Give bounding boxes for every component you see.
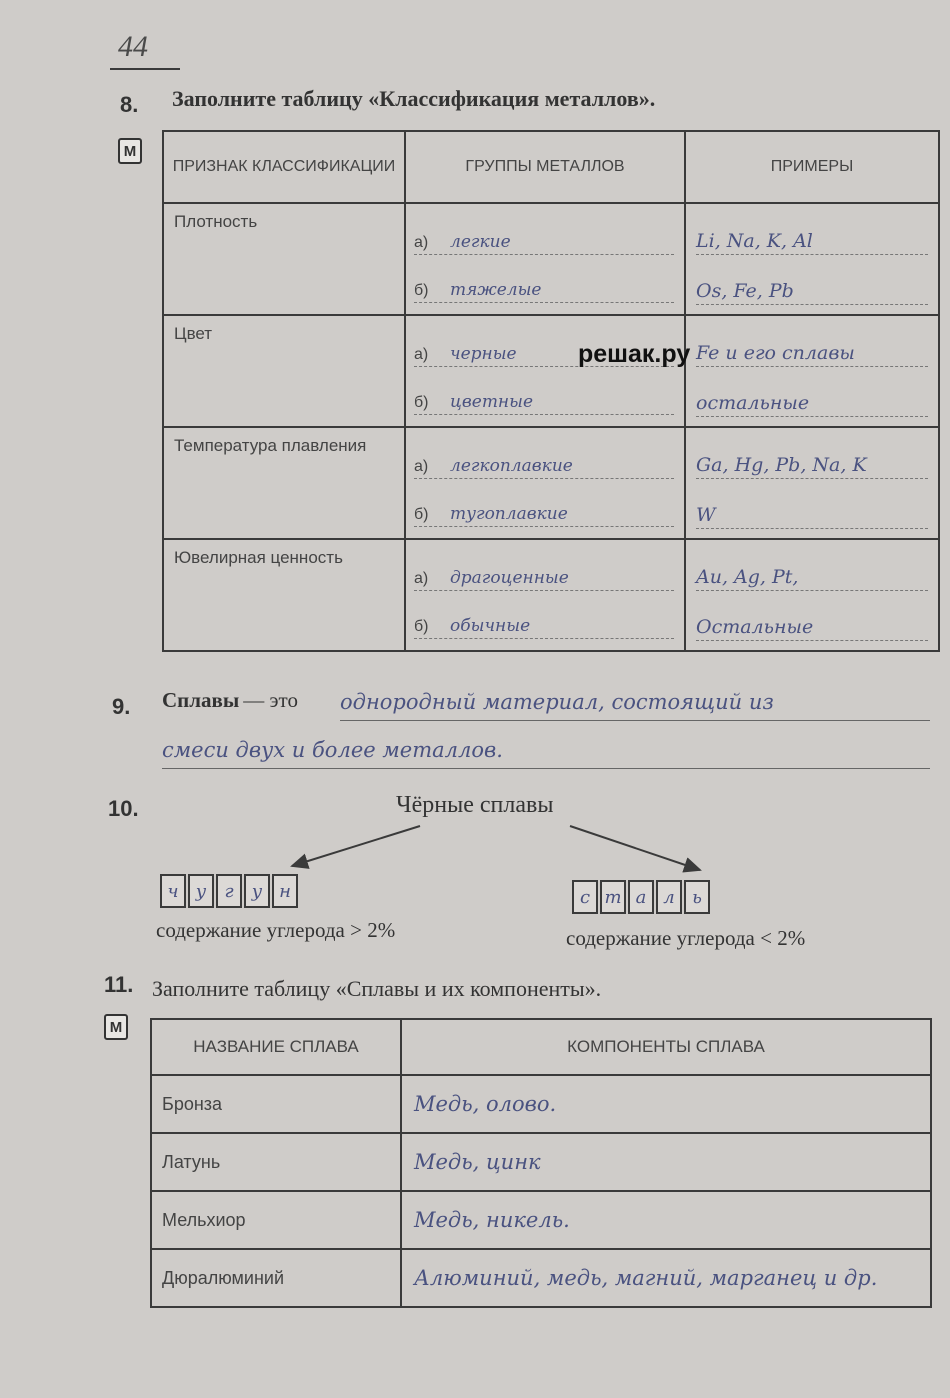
table-row (151, 1133, 931, 1191)
letter-cell: н (272, 874, 298, 908)
table-row (151, 1075, 931, 1133)
criterion-cell: Цвет (163, 315, 405, 427)
q9-number: 9. (112, 694, 131, 719)
alloy-name: Мельхиор (151, 1191, 401, 1249)
q9-answer-line-2: смеси двух и более металлов. (162, 738, 930, 769)
q9-term: Сплавы (162, 688, 240, 712)
example-a-answer: Li, Na, K, Al (696, 212, 928, 255)
example-b-answer: W (696, 486, 928, 529)
option-b-label: б) (414, 618, 429, 635)
header-components: КОМПОНЕНТЫ СПЛАВА (401, 1019, 931, 1075)
alloy-components: Алюминий, медь, магний, марганец и др. (401, 1249, 931, 1307)
example-a-answer: Fe и его сплавы (696, 324, 928, 367)
m-icon: M (104, 1014, 128, 1040)
arrow-left (292, 826, 420, 866)
q8-number: 8. (120, 92, 139, 117)
letter-cell: у (244, 874, 270, 908)
alloys-table (150, 1018, 932, 1308)
q9-answer-line-1: однородный материал, состоящий из (340, 690, 930, 721)
alloy-components: Медь, олово. (401, 1075, 931, 1133)
example-a-answer: Ga, Hg, Pb, Na, K (696, 436, 928, 479)
letter-cell: л (656, 880, 682, 914)
group-a-answer: легкие (450, 232, 511, 252)
group-a-answer: черные (450, 344, 517, 364)
option-a-label: а) (414, 458, 429, 475)
group-b-answer: тугоплавкие (450, 504, 568, 524)
option-a-label: а) (414, 346, 429, 363)
q11-title: Заполните таблицу «Сплавы и их компоненты». (152, 976, 602, 1001)
page-number: 44 (118, 30, 148, 63)
letter-cell: с (572, 880, 598, 914)
criterion-cell: Плотность (163, 203, 405, 315)
alloy-components: Медь, цинк (401, 1133, 931, 1191)
table-header-row (151, 1019, 931, 1075)
letter-cells-right (572, 880, 712, 914)
table-row (151, 1191, 931, 1249)
letter-cell: ч (160, 874, 186, 908)
letter-cell: у (188, 874, 214, 908)
right-caption: содержание углерода < 2% (566, 926, 806, 950)
criterion-cell: Температура плавления (163, 427, 405, 539)
group-b-answer: цветные (450, 392, 534, 412)
watermark: решак.ру (578, 340, 691, 368)
letter-cell: а (628, 880, 654, 914)
q9-dash: — это (243, 688, 298, 712)
option-b-label: б) (414, 506, 429, 523)
left-caption: содержание углерода > 2% (156, 918, 396, 942)
example-b-answer: Os, Fe, Pb (696, 262, 928, 305)
option-b-label: б) (414, 282, 429, 299)
letter-cell: г (216, 874, 242, 908)
header-examples: ПРИМЕРЫ (685, 131, 939, 203)
table-row (151, 1249, 931, 1307)
letter-cell: т (600, 880, 626, 914)
arrow-right (570, 826, 700, 870)
q11-number: 11. (104, 972, 134, 997)
group-b-answer: обычные (450, 616, 531, 636)
option-a-label: а) (414, 234, 429, 251)
group-a-answer: драгоценные (450, 568, 569, 588)
header-alloy-name: НАЗВАНИЕ СПЛАВА (151, 1019, 401, 1075)
letter-cells-left (160, 874, 300, 908)
alloy-components: Медь, никель. (401, 1191, 931, 1249)
example-b-answer: остальные (696, 374, 928, 417)
example-a-answer: Au, Ag, Pt, (696, 548, 928, 591)
alloy-name: Бронза (151, 1075, 401, 1133)
header-criterion: ПРИЗНАК КЛАССИФИКАЦИИ (163, 131, 405, 203)
header-groups: ГРУППЫ МЕТАЛЛОВ (405, 131, 685, 203)
q10-title: Чёрные сплавы (396, 792, 554, 818)
group-b-answer: тяжелые (450, 280, 542, 300)
example-b-answer: Остальные (696, 598, 928, 641)
criterion-cell: Ювелирная ценность (163, 539, 405, 651)
option-a-label: а) (414, 570, 429, 587)
q8-title: Заполните таблицу «Классификация металлов». (172, 86, 656, 111)
group-a-answer: легкоплавкие (450, 456, 573, 476)
alloy-name: Латунь (151, 1133, 401, 1191)
q10-number: 10. (108, 796, 139, 821)
letter-cell: ь (684, 880, 710, 914)
alloy-name: Дюралюминий (151, 1249, 401, 1307)
m-icon: M (118, 138, 142, 164)
option-b-label: б) (414, 394, 429, 411)
